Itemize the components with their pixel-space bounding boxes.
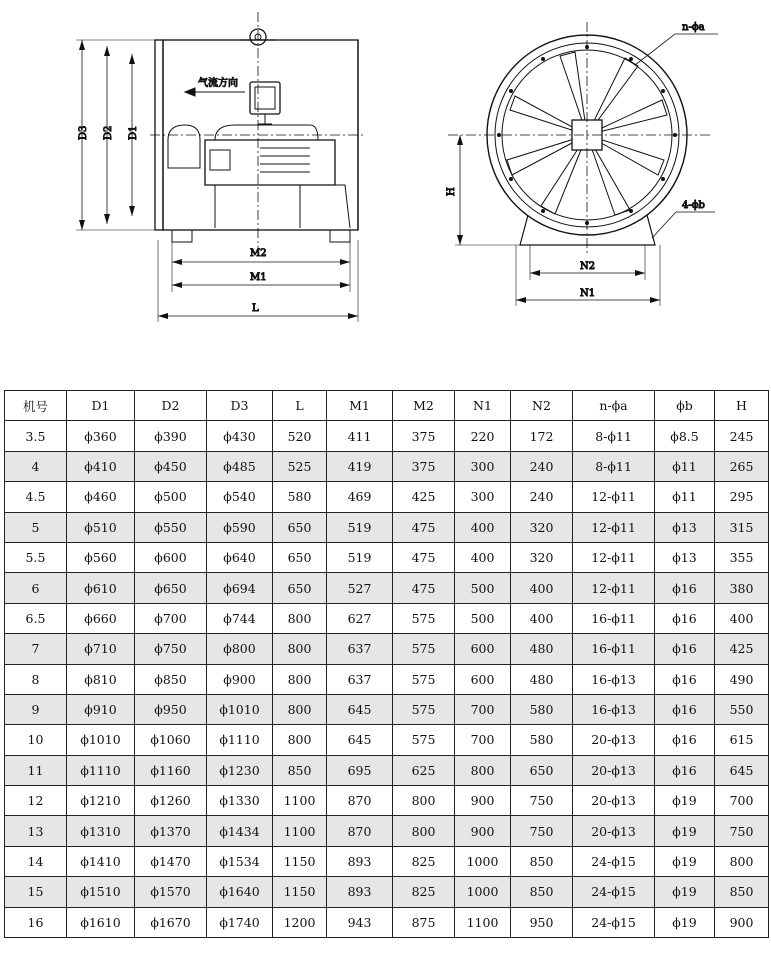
table-cell: ϕ16 bbox=[655, 573, 715, 603]
table-cell: ϕ1370 bbox=[135, 816, 207, 846]
table-cell: 900 bbox=[455, 816, 511, 846]
table-cell: 627 bbox=[327, 603, 393, 633]
table-header-row bbox=[5, 391, 769, 421]
table-cell: 20-ϕ13 bbox=[573, 755, 655, 785]
table-cell: 1000 bbox=[455, 877, 511, 907]
header-model: 机号 bbox=[5, 391, 67, 421]
table-cell: 825 bbox=[393, 846, 455, 876]
table-cell: 637 bbox=[327, 634, 393, 664]
table-cell: 12-ϕ11 bbox=[573, 542, 655, 572]
table-cell: 1100 bbox=[273, 786, 327, 816]
table-cell: 475 bbox=[393, 512, 455, 542]
table-row bbox=[5, 786, 769, 816]
table-row bbox=[5, 694, 769, 724]
header-m1: M1 bbox=[327, 391, 393, 421]
table-cell: 20-ϕ13 bbox=[573, 725, 655, 755]
table-cell: 8 bbox=[5, 664, 67, 694]
table-cell: 875 bbox=[393, 907, 455, 937]
table-cell: 5.5 bbox=[5, 542, 67, 572]
table-cell: 1100 bbox=[273, 816, 327, 846]
table-cell: 400 bbox=[455, 542, 511, 572]
table-cell: 8-ϕ11 bbox=[573, 421, 655, 451]
table-cell: 172 bbox=[511, 421, 573, 451]
table-cell: 315 bbox=[715, 512, 769, 542]
d1-label: D1 bbox=[128, 125, 139, 140]
table-cell: 950 bbox=[511, 907, 573, 937]
header-n2: N2 bbox=[511, 391, 573, 421]
table-cell: ϕ710 bbox=[67, 634, 135, 664]
table-cell: ϕ1610 bbox=[67, 907, 135, 937]
table-cell: ϕ950 bbox=[135, 694, 207, 724]
table-cell: ϕ1210 bbox=[67, 786, 135, 816]
table-cell: ϕ16 bbox=[655, 694, 715, 724]
table-row bbox=[5, 451, 769, 481]
table-cell: 400 bbox=[511, 573, 573, 603]
table-cell: 20-ϕ13 bbox=[573, 816, 655, 846]
table-cell: 480 bbox=[511, 664, 573, 694]
table-cell: 411 bbox=[327, 421, 393, 451]
table-row bbox=[5, 846, 769, 876]
table-cell: 6 bbox=[5, 573, 67, 603]
side-view bbox=[76, 12, 365, 322]
airflow-label: 气流方向 bbox=[198, 78, 238, 89]
table-cell: 850 bbox=[273, 755, 327, 785]
table-cell: ϕ1740 bbox=[207, 907, 273, 937]
table-cell: 645 bbox=[715, 755, 769, 785]
n1-label: N1 bbox=[580, 288, 596, 299]
table-cell: 320 bbox=[511, 542, 573, 572]
table-cell: 750 bbox=[715, 816, 769, 846]
table-cell: 480 bbox=[511, 634, 573, 664]
table-cell: ϕ640 bbox=[207, 542, 273, 572]
table-row bbox=[5, 603, 769, 633]
d2-label: D2 bbox=[103, 125, 114, 140]
table-cell: 6.5 bbox=[5, 603, 67, 633]
table-cell: 525 bbox=[273, 451, 327, 481]
table-cell: 4.5 bbox=[5, 482, 67, 512]
table-cell: ϕ1470 bbox=[135, 846, 207, 876]
table-body bbox=[5, 421, 769, 938]
table-cell: 11 bbox=[5, 755, 67, 785]
header-d3: D3 bbox=[207, 391, 273, 421]
table-cell: 12 bbox=[5, 786, 67, 816]
table-cell: 10 bbox=[5, 725, 67, 755]
table-cell: ϕ1410 bbox=[67, 846, 135, 876]
table-cell: 580 bbox=[273, 482, 327, 512]
table-cell: ϕ560 bbox=[67, 542, 135, 572]
table-row bbox=[5, 907, 769, 937]
table-cell: 695 bbox=[327, 755, 393, 785]
table-cell: 575 bbox=[393, 664, 455, 694]
header-holes: n-ϕa bbox=[573, 391, 655, 421]
table-cell: 475 bbox=[393, 573, 455, 603]
table-row bbox=[5, 542, 769, 572]
table-row bbox=[5, 725, 769, 755]
table-cell: ϕ850 bbox=[135, 664, 207, 694]
table-cell: 1000 bbox=[455, 846, 511, 876]
table-cell: 893 bbox=[327, 877, 393, 907]
table-cell: ϕ19 bbox=[655, 846, 715, 876]
table-cell: ϕ650 bbox=[135, 573, 207, 603]
table-cell: 400 bbox=[715, 603, 769, 633]
table-cell: 5 bbox=[5, 512, 67, 542]
table-cell: 1150 bbox=[273, 877, 327, 907]
header-foot-hole: ϕb bbox=[655, 391, 715, 421]
table-cell: ϕ13 bbox=[655, 542, 715, 572]
table-cell: ϕ1640 bbox=[207, 877, 273, 907]
table-cell: 16 bbox=[5, 907, 67, 937]
table-cell: 519 bbox=[327, 542, 393, 572]
table-cell: 16-ϕ13 bbox=[573, 664, 655, 694]
table-cell: ϕ1260 bbox=[135, 786, 207, 816]
table-cell: 240 bbox=[511, 482, 573, 512]
table-cell: 800 bbox=[455, 755, 511, 785]
header-m2: M2 bbox=[393, 391, 455, 421]
table-cell: ϕ1110 bbox=[207, 725, 273, 755]
table-cell: 800 bbox=[393, 816, 455, 846]
header-h: H bbox=[715, 391, 769, 421]
table-cell: 575 bbox=[393, 725, 455, 755]
table-cell: ϕ19 bbox=[655, 907, 715, 937]
table-cell: 580 bbox=[511, 725, 573, 755]
table-cell: 20-ϕ13 bbox=[573, 786, 655, 816]
table-cell: 520 bbox=[273, 421, 327, 451]
table-cell: ϕ540 bbox=[207, 482, 273, 512]
table-cell: ϕ13 bbox=[655, 512, 715, 542]
table-cell: 825 bbox=[393, 877, 455, 907]
table-cell: 9 bbox=[5, 694, 67, 724]
table-cell: 24-ϕ15 bbox=[573, 907, 655, 937]
table-row bbox=[5, 755, 769, 785]
table-cell: 380 bbox=[715, 573, 769, 603]
table-cell: ϕ750 bbox=[135, 634, 207, 664]
technical-drawing bbox=[0, 0, 771, 330]
table-cell: ϕ1330 bbox=[207, 786, 273, 816]
table-cell: ϕ600 bbox=[135, 542, 207, 572]
table-cell: ϕ1230 bbox=[207, 755, 273, 785]
table-cell: ϕ19 bbox=[655, 816, 715, 846]
table-cell: ϕ694 bbox=[207, 573, 273, 603]
table-cell: ϕ810 bbox=[67, 664, 135, 694]
table-cell: 750 bbox=[511, 786, 573, 816]
table-cell: 300 bbox=[455, 451, 511, 481]
table-cell: 600 bbox=[455, 634, 511, 664]
table-cell: 800 bbox=[393, 786, 455, 816]
table-cell: ϕ1570 bbox=[135, 877, 207, 907]
table-cell: ϕ1060 bbox=[135, 725, 207, 755]
table-cell: ϕ460 bbox=[67, 482, 135, 512]
table-cell: 1200 bbox=[273, 907, 327, 937]
m2-label: M2 bbox=[250, 248, 267, 259]
table-cell: ϕ590 bbox=[207, 512, 273, 542]
table-cell: 800 bbox=[273, 603, 327, 633]
table-cell: 645 bbox=[327, 725, 393, 755]
table-cell: 24-ϕ15 bbox=[573, 877, 655, 907]
table-cell: 850 bbox=[715, 877, 769, 907]
table-cell: 625 bbox=[393, 755, 455, 785]
table-cell: ϕ11 bbox=[655, 451, 715, 481]
header-d1: D1 bbox=[67, 391, 135, 421]
table-cell: ϕ1434 bbox=[207, 816, 273, 846]
table-cell: 615 bbox=[715, 725, 769, 755]
h-label: H bbox=[446, 187, 457, 196]
table-cell: ϕ910 bbox=[67, 694, 135, 724]
table-cell: 700 bbox=[715, 786, 769, 816]
table-cell: 900 bbox=[455, 786, 511, 816]
table-row bbox=[5, 664, 769, 694]
table-cell: ϕ19 bbox=[655, 786, 715, 816]
table-cell: ϕ16 bbox=[655, 755, 715, 785]
table-cell: 16-ϕ11 bbox=[573, 603, 655, 633]
table-cell: ϕ900 bbox=[207, 664, 273, 694]
n2-label: N2 bbox=[580, 261, 596, 272]
table-cell: 575 bbox=[393, 603, 455, 633]
header-d2: D2 bbox=[135, 391, 207, 421]
table-cell: 600 bbox=[455, 664, 511, 694]
table-cell: 700 bbox=[455, 725, 511, 755]
table-cell: 645 bbox=[327, 694, 393, 724]
table-cell: 700 bbox=[455, 694, 511, 724]
l-label: L bbox=[252, 303, 259, 314]
table-cell: ϕ1670 bbox=[135, 907, 207, 937]
table-cell: ϕ1160 bbox=[135, 755, 207, 785]
m1-label: M1 bbox=[250, 272, 267, 283]
table-cell: 355 bbox=[715, 542, 769, 572]
table-cell: 16-ϕ13 bbox=[573, 694, 655, 724]
table-cell: 650 bbox=[511, 755, 573, 785]
table-cell: 320 bbox=[511, 512, 573, 542]
table-cell: ϕ700 bbox=[135, 603, 207, 633]
table-cell: 1150 bbox=[273, 846, 327, 876]
table-cell: 425 bbox=[393, 482, 455, 512]
table-row bbox=[5, 512, 769, 542]
table-cell: 14 bbox=[5, 846, 67, 876]
table-row bbox=[5, 634, 769, 664]
table-cell: 24-ϕ15 bbox=[573, 846, 655, 876]
table-cell: 800 bbox=[273, 694, 327, 724]
table-cell: ϕ660 bbox=[67, 603, 135, 633]
table-cell: ϕ1510 bbox=[67, 877, 135, 907]
table-cell: 519 bbox=[327, 512, 393, 542]
table-cell: 295 bbox=[715, 482, 769, 512]
table-cell: ϕ360 bbox=[67, 421, 135, 451]
table-cell: ϕ800 bbox=[207, 634, 273, 664]
table-cell: 265 bbox=[715, 451, 769, 481]
table-row bbox=[5, 573, 769, 603]
table-cell: 13 bbox=[5, 816, 67, 846]
table-cell: 750 bbox=[511, 816, 573, 846]
table-cell: 12-ϕ11 bbox=[573, 573, 655, 603]
table-cell: 1100 bbox=[455, 907, 511, 937]
table-cell: 8-ϕ11 bbox=[573, 451, 655, 481]
table-cell: 7 bbox=[5, 634, 67, 664]
table-cell: ϕ500 bbox=[135, 482, 207, 512]
table-cell: ϕ550 bbox=[135, 512, 207, 542]
table-cell: ϕ450 bbox=[135, 451, 207, 481]
d3-label: D3 bbox=[78, 125, 89, 140]
table-cell: 800 bbox=[273, 664, 327, 694]
table-cell: 375 bbox=[393, 421, 455, 451]
table-cell: ϕ744 bbox=[207, 603, 273, 633]
table-cell: ϕ1010 bbox=[207, 694, 273, 724]
table-cell: 580 bbox=[511, 694, 573, 724]
table-cell: 240 bbox=[511, 451, 573, 481]
table-cell: 650 bbox=[273, 512, 327, 542]
table-cell: 800 bbox=[273, 634, 327, 664]
feet-label: 4-ϕb bbox=[682, 200, 705, 211]
header-n1: N1 bbox=[455, 391, 511, 421]
table-cell: 800 bbox=[715, 846, 769, 876]
table-cell: 800 bbox=[273, 725, 327, 755]
table-cell: 870 bbox=[327, 786, 393, 816]
table-cell: ϕ16 bbox=[655, 634, 715, 664]
table-cell: ϕ485 bbox=[207, 451, 273, 481]
table-cell: 4 bbox=[5, 451, 67, 481]
table-cell: 419 bbox=[327, 451, 393, 481]
table-cell: ϕ610 bbox=[67, 573, 135, 603]
table-cell: 475 bbox=[393, 542, 455, 572]
table-cell: 575 bbox=[393, 694, 455, 724]
table-cell: 575 bbox=[393, 634, 455, 664]
table-cell: 850 bbox=[511, 846, 573, 876]
table-cell: ϕ410 bbox=[67, 451, 135, 481]
table-cell: ϕ16 bbox=[655, 725, 715, 755]
table-cell: 425 bbox=[715, 634, 769, 664]
table-cell: 500 bbox=[455, 573, 511, 603]
table-cell: 375 bbox=[393, 451, 455, 481]
header-l: L bbox=[273, 391, 327, 421]
table-cell: 15 bbox=[5, 877, 67, 907]
table-cell: 16-ϕ11 bbox=[573, 634, 655, 664]
table-cell: 893 bbox=[327, 846, 393, 876]
table-cell: 637 bbox=[327, 664, 393, 694]
table-cell: ϕ1010 bbox=[67, 725, 135, 755]
table-cell: ϕ11 bbox=[655, 482, 715, 512]
table-cell: 400 bbox=[455, 512, 511, 542]
table-cell: 3.5 bbox=[5, 421, 67, 451]
table-row bbox=[5, 421, 769, 451]
table-cell: 900 bbox=[715, 907, 769, 937]
table-cell: 527 bbox=[327, 573, 393, 603]
holes-label: n-ϕa bbox=[682, 22, 705, 33]
table-cell: ϕ1534 bbox=[207, 846, 273, 876]
table-cell: ϕ430 bbox=[207, 421, 273, 451]
table-cell: ϕ16 bbox=[655, 603, 715, 633]
table-cell: 850 bbox=[511, 877, 573, 907]
table-cell: ϕ1310 bbox=[67, 816, 135, 846]
table-cell: ϕ510 bbox=[67, 512, 135, 542]
table-cell: 500 bbox=[455, 603, 511, 633]
table-cell: 870 bbox=[327, 816, 393, 846]
table-cell: 550 bbox=[715, 694, 769, 724]
table-cell: 12-ϕ11 bbox=[573, 512, 655, 542]
table-cell: 245 bbox=[715, 421, 769, 451]
table-cell: 400 bbox=[511, 603, 573, 633]
table-cell: 490 bbox=[715, 664, 769, 694]
table-cell: ϕ1110 bbox=[67, 755, 135, 785]
table-cell: 650 bbox=[273, 573, 327, 603]
table-cell: ϕ390 bbox=[135, 421, 207, 451]
table-row bbox=[5, 816, 769, 846]
table-cell: 469 bbox=[327, 482, 393, 512]
table-cell: ϕ19 bbox=[655, 877, 715, 907]
table-cell: ϕ8.5 bbox=[655, 421, 715, 451]
table-cell: 943 bbox=[327, 907, 393, 937]
table-cell: 300 bbox=[455, 482, 511, 512]
table-cell: 220 bbox=[455, 421, 511, 451]
table-cell: 12-ϕ11 bbox=[573, 482, 655, 512]
table-row bbox=[5, 877, 769, 907]
table-cell: ϕ16 bbox=[655, 664, 715, 694]
table-row bbox=[5, 482, 769, 512]
table-cell: 650 bbox=[273, 542, 327, 572]
dimension-table bbox=[4, 390, 769, 938]
